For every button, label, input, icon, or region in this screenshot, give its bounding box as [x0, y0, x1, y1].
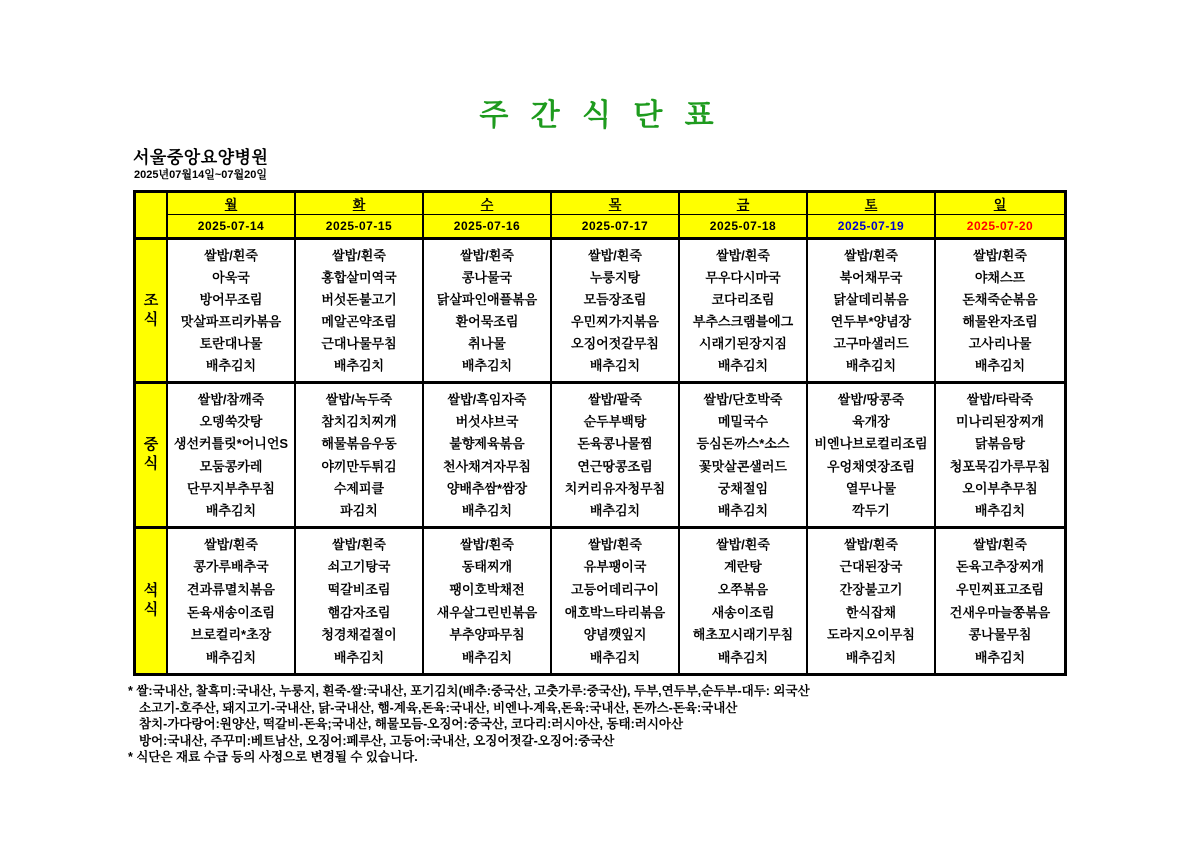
- menu-item: 배추김치: [974, 649, 1026, 665]
- menu-item: 콩나물무침: [968, 627, 1032, 643]
- menu-item: 닭볶음탕: [974, 436, 1026, 452]
- day-header-cell-text: 일: [993, 197, 1007, 212]
- menu-item: 쌀밥/흰죽: [204, 536, 258, 552]
- menu-item: 치커리유자청무침: [564, 480, 666, 496]
- menu-item: 방어무조림: [199, 292, 263, 308]
- menu-item: 돈육고추장찌개: [956, 559, 1044, 575]
- menu-item: 우엉채엿장조림: [827, 458, 915, 474]
- menu-item: 쇠고기탕국: [327, 559, 391, 575]
- menu-item: 콩나물국: [461, 270, 513, 286]
- menu-item: 오징어젓갈무침: [571, 336, 659, 352]
- footnote-origin-2: 소고기-호주산, 돼지고기-국내산, 닭-국내산, 햄-계육,돈육:국내산, 비엔나-계육,돈육:국내산, 돈까스-돈육:국내산: [139, 700, 738, 715]
- menu-cell: [424, 384, 552, 528]
- menu-item: 맛살파프리카볶음: [180, 314, 282, 330]
- menu-item: 버섯돈불고기: [321, 292, 397, 308]
- day-header-cell: [296, 193, 424, 215]
- date-cell-text: 2025-07-18: [709, 219, 777, 233]
- menu-item: 취나물: [468, 336, 506, 352]
- menu-cell: [424, 529, 552, 673]
- menu-item: 깍두기: [852, 502, 890, 518]
- menu-item: 쌀밥/흰죽: [716, 536, 770, 552]
- day-header-cell: [168, 193, 296, 215]
- menu-item: 파김치: [340, 502, 378, 518]
- weekly-menu-table: [133, 190, 1067, 676]
- menu-item: 단무지부추무침: [187, 480, 275, 496]
- menu-item: 콩가루배추국: [193, 559, 269, 575]
- menu-cell: [552, 384, 680, 528]
- day-header-cell: [552, 193, 680, 215]
- menu-cell: [296, 240, 424, 384]
- menu-item: 해초꼬시래기무침: [692, 627, 794, 643]
- footnote-disclaimer: * 식단은 재료 수급 등의 사정으로 변경될 수 있습니다.: [128, 750, 418, 765]
- hospital-name: 서울중앙요양병원: [133, 148, 269, 167]
- menu-item: 버섯샤브국: [455, 414, 519, 430]
- menu-item: 쌀밥/흰죽: [460, 248, 514, 263]
- menu-cell: [936, 384, 1064, 528]
- footnote-origin-3: 참치-가다랑어:원양산, 떡갈비-돈육;국내산, 해물모듬-오징어:중국산, 코다리:러시아산, 동태:러시아산: [139, 717, 684, 732]
- menu-item: 토란대나물: [199, 336, 263, 352]
- menu-item: 돈육새송이조림: [187, 604, 275, 620]
- menu-item: 고사리나물: [968, 336, 1032, 352]
- menu-cell: [808, 240, 936, 384]
- menu-cell: [296, 529, 424, 673]
- menu-item: 순두부백탕: [583, 414, 647, 430]
- menu-item: 해물볶음우동: [321, 436, 397, 452]
- menu-item: 쌀밥/흰죽: [460, 536, 514, 552]
- menu-item: 계란탕: [724, 559, 762, 575]
- menu-item: 청포묵김가루무침: [949, 458, 1051, 474]
- menu-item: 배추김치: [845, 358, 897, 374]
- menu-item: 쌀밥/흰죽: [973, 248, 1027, 263]
- menu-item: 궁채절임: [717, 480, 769, 496]
- menu-item: 배추김치: [589, 649, 641, 665]
- day-header-cell: [424, 193, 552, 215]
- menu-item: 배추김치: [845, 649, 897, 665]
- menu-cell: [808, 384, 936, 528]
- menu-item: 쌀밥/타락죽: [966, 392, 1034, 408]
- menu-item: 동태찌개: [461, 559, 513, 575]
- menu-item: 북어채무국: [839, 270, 903, 286]
- meal-label-cell-text: 석식: [143, 582, 159, 618]
- menu-item: 꽃맛살콘샐러드: [699, 458, 787, 474]
- menu-cell: [552, 529, 680, 673]
- date-cell-text: 2025-07-19: [837, 219, 905, 233]
- date-cell: [808, 215, 936, 240]
- menu-item: 쌀밥/흰죽: [588, 248, 642, 263]
- menu-cell: [168, 529, 296, 673]
- menu-item: 천사채겨자무침: [443, 458, 531, 474]
- menu-item: 쌀밥/단호박죽: [703, 392, 783, 408]
- menu-item: 배추김치: [205, 358, 257, 374]
- menu-item: 쌀밥/흰죽: [973, 536, 1027, 552]
- menu-item: 부추스크램블에그: [692, 314, 794, 330]
- menu-item: 비엔나브로컬리조림: [814, 436, 928, 452]
- menu-item: 견과류멸치볶음: [187, 581, 275, 597]
- menu-item: 닭살파인애플볶음: [436, 292, 538, 308]
- menu-item: 쌀밥/흰죽: [588, 536, 642, 552]
- menu-item: 배추김치: [974, 358, 1026, 374]
- menu-item: 쌀밥/땅콩죽: [837, 392, 905, 408]
- date-cell: [296, 215, 424, 240]
- menu-item: 야채스프: [974, 270, 1026, 286]
- menu-item: 배추김치: [205, 649, 257, 665]
- menu-item: 새우살그린빈볶음: [436, 604, 538, 620]
- menu-item: 우민찌가지볶음: [571, 314, 659, 330]
- menu-item: 새송이조림: [711, 604, 775, 620]
- menu-period: 2025년07월14일~07월20일: [134, 169, 267, 181]
- menu-item: 떡갈비조림: [327, 581, 391, 597]
- footnote-origin-4: 방어:국내산, 주꾸미:베트남산, 오징어:페루산, 고등어:국내산, 오징어젓갈-오징어:중국산: [139, 733, 615, 748]
- menu-item: 건새우마늘쫑볶음: [949, 604, 1051, 620]
- menu-item: 메밀국수: [717, 414, 769, 430]
- footnote-origin-1: * 쌀:국내산, 찰흑미:국내산, 누룽지, 흰죽-쌀:국내산, 포기김치(배추:중국산, 고춧가루:중국산), 두부,연두부,순두부-대두: 외국산: [128, 684, 810, 698]
- menu-item: 쌀밥/팥죽: [588, 392, 642, 408]
- menu-item: 쌀밥/흰죽: [332, 536, 386, 552]
- menu-item: 배추김치: [333, 358, 385, 374]
- menu-item: 쌀밥/흰죽: [844, 248, 898, 263]
- menu-item: 모듬장조림: [583, 292, 647, 308]
- menu-item: 고등어데리구이: [571, 581, 659, 597]
- menu-cell: [936, 240, 1064, 384]
- date-cell: [168, 215, 296, 240]
- menu-item: 배추김치: [461, 502, 513, 518]
- day-header-cell: [808, 193, 936, 215]
- menu-item: 쌀밥/참깨죽: [197, 392, 265, 408]
- menu-item: 열무나물: [845, 480, 897, 496]
- date-cell: [552, 215, 680, 240]
- menu-cell: [168, 384, 296, 528]
- menu-item: 메알곤약조림: [321, 314, 397, 330]
- menu-item: 쌀밥/흑임자죽: [447, 392, 527, 408]
- menu-item: 쌀밥/흰죽: [844, 536, 898, 552]
- day-header-cell-text: 수: [480, 197, 494, 212]
- menu-item: 쌀밥/흰죽: [204, 248, 258, 263]
- menu-item: 시래기된장지짐: [699, 336, 787, 352]
- menu-item: 배추김치: [717, 358, 769, 374]
- menu-item: 육개장: [852, 414, 890, 430]
- menu-item: 양념깻잎지: [583, 627, 647, 643]
- menu-item: 근대된장국: [839, 559, 903, 575]
- menu-cell: [680, 384, 808, 528]
- menu-item: 닭살데리볶음: [833, 292, 909, 308]
- menu-item: 배추김치: [717, 649, 769, 665]
- menu-item: 팽이호박채전: [449, 581, 525, 597]
- menu-item: 돈채죽순볶음: [962, 292, 1038, 308]
- day-header-cell-text: 금: [736, 197, 750, 212]
- menu-item: 배추김치: [974, 502, 1026, 518]
- menu-item: 오이부추무침: [962, 480, 1038, 496]
- menu-item: 간장불고기: [839, 581, 903, 597]
- menu-cell: [680, 529, 808, 673]
- menu-item: 근대나물무침: [321, 336, 397, 352]
- meal-label-cell: [136, 240, 168, 384]
- menu-item: 무우다시마국: [705, 270, 781, 286]
- menu-item: 돈육콩나물찜: [577, 436, 653, 452]
- menu-item: 참치김치찌개: [321, 414, 397, 430]
- menu-item: 환어묵조림: [455, 314, 519, 330]
- menu-item: 배추김치: [461, 649, 513, 665]
- menu-item: 연근땅콩조림: [577, 458, 653, 474]
- date-cell-text: 2025-07-15: [325, 219, 393, 233]
- day-header-cell-text: 토: [864, 197, 878, 212]
- menu-item: 불향제육볶음: [449, 436, 525, 452]
- menu-item: 쌀밥/흰죽: [716, 248, 770, 263]
- menu-item: 모둠콩카레: [199, 458, 263, 474]
- menu-item: 양배추쌈*쌈장: [446, 480, 528, 496]
- footnotes: [128, 683, 810, 766]
- menu-item: 야끼만두튀김: [321, 458, 397, 474]
- menu-item: 연두부*양념장: [830, 314, 912, 330]
- menu-item: 배추김치: [589, 358, 641, 374]
- menu-item: 유부팽이국: [583, 559, 647, 575]
- menu-item: 홍합살미역국: [321, 270, 397, 286]
- meal-label-cell: [136, 384, 168, 528]
- menu-item: 청경채겉절이: [321, 627, 397, 643]
- menu-item: 브로컬리*초장: [190, 627, 272, 643]
- menu-item: 누룽지탕: [589, 270, 641, 286]
- page-title: 주 간 식 단 표: [479, 99, 721, 132]
- menu-cell: [808, 529, 936, 673]
- menu-item: 도라지오이무침: [827, 627, 915, 643]
- menu-item: 배추김치: [333, 649, 385, 665]
- meal-label-cell-text: 중식: [143, 436, 159, 472]
- day-header-cell-text: 화: [352, 197, 366, 212]
- menu-item: 오뎅쑥갓탕: [199, 414, 263, 430]
- menu-cell: [552, 240, 680, 384]
- menu-item: 미나리된장찌개: [956, 414, 1044, 430]
- menu-item: 배추김치: [717, 502, 769, 518]
- date-cell: [680, 215, 808, 240]
- menu-item: 부추양파무침: [449, 627, 525, 643]
- meal-label-cell: [136, 529, 168, 673]
- date-cell-text: 2025-07-20: [966, 219, 1034, 233]
- menu-item: 배추김치: [461, 358, 513, 374]
- date-cell: [424, 215, 552, 240]
- date-cell: [936, 215, 1064, 240]
- menu-cell: [296, 384, 424, 528]
- menu-item: 배추김치: [589, 502, 641, 518]
- table-corner-cell: [136, 193, 168, 240]
- menu-item: 고구마샐러드: [833, 336, 909, 352]
- menu-item: 한식잡채: [845, 604, 897, 620]
- menu-item: 코다리조림: [711, 292, 775, 308]
- date-cell-text: 2025-07-17: [581, 219, 649, 233]
- date-cell-text: 2025-07-16: [453, 219, 521, 233]
- menu-cell: [936, 529, 1064, 673]
- day-header-cell-text: 월: [224, 197, 238, 212]
- menu-cell: [168, 240, 296, 384]
- menu-item: 아욱국: [212, 270, 250, 286]
- menu-cell: [680, 240, 808, 384]
- menu-item: 쌀밥/녹두죽: [325, 392, 393, 408]
- day-header-cell: [680, 193, 808, 215]
- menu-item: 생선커틀릿*어니언S: [173, 436, 289, 452]
- day-header-cell: [936, 193, 1064, 215]
- menu-item: 우민찌표고조림: [956, 581, 1044, 597]
- menu-item: 애호박느타리볶음: [564, 604, 666, 620]
- date-cell-text: 2025-07-14: [197, 219, 265, 233]
- menu-item: 배추김치: [205, 502, 257, 518]
- menu-item: 등심돈까스*소스: [696, 436, 790, 452]
- menu-cell: [424, 240, 552, 384]
- menu-item: 햄감자조림: [327, 604, 391, 620]
- menu-item: 수제피클: [333, 480, 385, 496]
- menu-item: 쌀밥/흰죽: [332, 248, 386, 263]
- meal-label-cell-text: 조식: [143, 291, 159, 328]
- menu-item: 해물완자조림: [962, 314, 1038, 330]
- menu-item: 오쭈볶음: [717, 581, 769, 597]
- day-header-cell-text: 목: [608, 197, 622, 212]
